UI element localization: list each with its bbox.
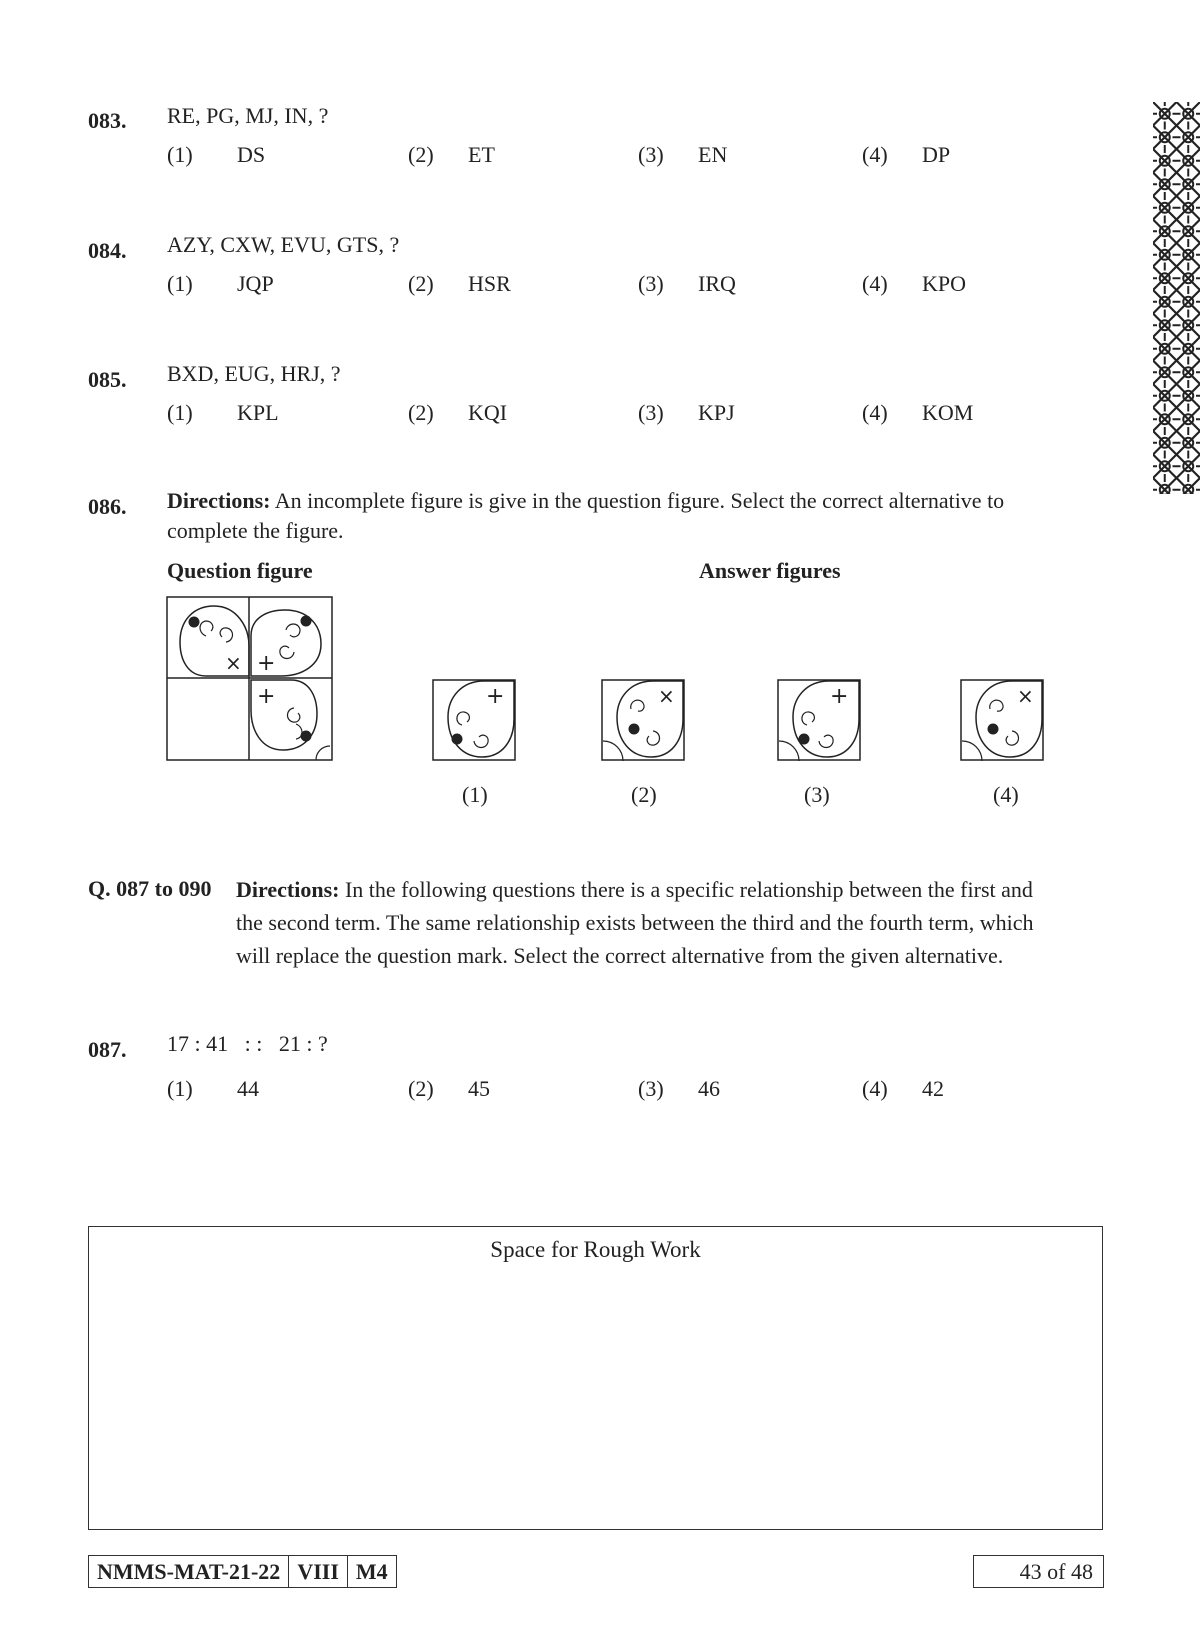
option-text: 44 xyxy=(237,1076,259,1101)
directions-text: complete the figure. xyxy=(167,518,344,543)
answer-label: (2) xyxy=(631,782,657,807)
option-text: 42 xyxy=(922,1076,944,1101)
question-stem: 17 : 41 : : 21 : ? xyxy=(167,1031,328,1056)
answer-figure-3 xyxy=(777,679,863,763)
option-text: DS xyxy=(237,142,266,167)
option-text: IRQ xyxy=(698,271,736,296)
svg-text:×: × xyxy=(658,684,675,708)
option-number: (2) xyxy=(408,142,434,167)
question-stem: RE, PG, MJ, IN, ? xyxy=(167,103,329,128)
answer-figure-2 xyxy=(601,679,687,763)
option-number: (3) xyxy=(638,1076,664,1101)
question-stem: BXD, EUG, HRJ, ? xyxy=(167,361,341,386)
question-figure xyxy=(166,596,334,762)
option-text: KOM xyxy=(922,400,974,425)
option-number: (2) xyxy=(408,1076,434,1101)
option xyxy=(638,142,727,168)
question-number: 085. xyxy=(88,367,127,392)
exam-set: M4 xyxy=(355,1558,388,1584)
option-number: (1) xyxy=(167,400,193,425)
option-text: DP xyxy=(922,142,951,167)
svg-text:+: + xyxy=(257,651,276,676)
answer-figure-4 xyxy=(960,679,1046,763)
option xyxy=(862,142,950,168)
question-number: 086. xyxy=(88,494,127,519)
footer-code-box xyxy=(88,1555,397,1588)
option-number: (1) xyxy=(167,271,193,296)
option-number: (2) xyxy=(408,271,434,296)
group-directions-label: Q. 087 to 090 xyxy=(88,876,212,901)
option xyxy=(862,271,966,297)
directions-label: Directions: xyxy=(167,488,271,513)
option-number: (3) xyxy=(638,142,664,167)
option xyxy=(167,271,274,297)
option-number: (4) xyxy=(862,400,888,425)
option-number: (4) xyxy=(862,142,888,167)
directions-text: An incomplete figure is give in the question figure. Select the correct alternative to xyxy=(274,488,1005,513)
option xyxy=(638,271,736,297)
answer-label: (4) xyxy=(993,782,1019,807)
option-number: (1) xyxy=(167,1076,193,1101)
option-text: KPL xyxy=(237,400,279,425)
option-text: HSR xyxy=(468,271,511,296)
answer-label: (3) xyxy=(804,782,830,807)
leaf-shape xyxy=(180,606,249,676)
question-number: 084. xyxy=(88,238,127,263)
option xyxy=(167,142,265,168)
directions-text: the second term. The same relationship exists between the third and the fourth term, which xyxy=(236,910,1034,935)
option xyxy=(638,1076,720,1102)
question-stem: AZY, CXW, EVU, GTS, ? xyxy=(167,232,400,257)
option-text: KPO xyxy=(922,271,967,296)
rough-work-title: Space for Rough Work xyxy=(490,1237,701,1262)
svg-text:+: + xyxy=(486,684,505,709)
question-number: 087. xyxy=(88,1037,127,1062)
option xyxy=(167,1076,259,1102)
question-number: 083. xyxy=(88,108,127,133)
option-text: 45 xyxy=(468,1076,490,1101)
option-text: EN xyxy=(698,142,728,167)
option xyxy=(862,1076,944,1102)
option-number: (1) xyxy=(167,142,193,167)
svg-text:×: × xyxy=(225,651,242,675)
option xyxy=(638,400,735,426)
answer-figures-label: Answer figures xyxy=(699,558,841,583)
answer-label: (1) xyxy=(462,782,488,807)
directions-text: will replace the question mark. Select the correct alternative from the given alternative. xyxy=(236,943,1004,968)
page-number: 43 of 48 xyxy=(973,1555,1104,1588)
option xyxy=(167,400,279,426)
svg-text:×: × xyxy=(1017,684,1034,708)
exam-code: NMMS-MAT-21-22 xyxy=(89,1556,289,1587)
option-text: KPJ xyxy=(698,400,735,425)
option-text: ET xyxy=(468,142,495,167)
option xyxy=(408,271,511,297)
svg-text:+: + xyxy=(257,684,276,709)
directions-text: In the following questions there is a specific relationship between the first and xyxy=(344,877,1033,902)
option-text: KQI xyxy=(468,400,508,425)
answer-figure-1 xyxy=(432,679,518,763)
option xyxy=(408,400,507,426)
question-directions xyxy=(167,486,1107,546)
option xyxy=(408,1076,490,1102)
group-directions xyxy=(236,873,1116,972)
option-number: (3) xyxy=(638,271,664,296)
question-figure-label: Question figure xyxy=(167,558,313,583)
option xyxy=(408,142,495,168)
option-text: JQP xyxy=(237,271,274,296)
side-ornament-icon xyxy=(1153,102,1200,494)
option-number: (4) xyxy=(862,1076,888,1101)
option-text: 46 xyxy=(698,1076,720,1101)
option-number: (3) xyxy=(638,400,664,425)
exam-class: VIII xyxy=(289,1556,348,1587)
option-number: (2) xyxy=(408,400,434,425)
option xyxy=(862,400,973,426)
directions-label: Directions: xyxy=(236,877,340,902)
rough-work-box xyxy=(88,1226,1103,1530)
option-number: (4) xyxy=(862,271,888,296)
svg-text:+: + xyxy=(830,684,849,709)
